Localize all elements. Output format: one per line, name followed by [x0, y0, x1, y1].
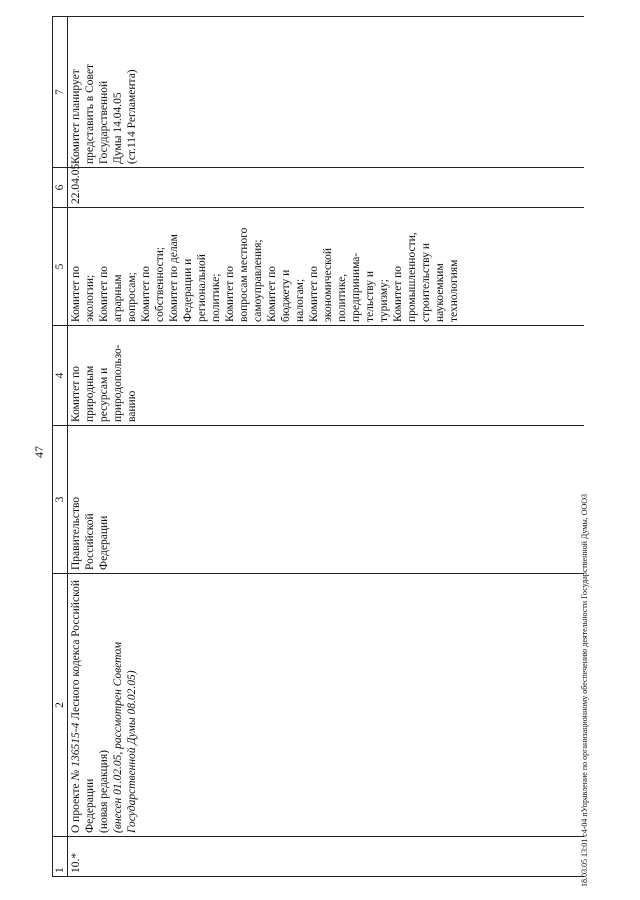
co-committee-line: налогам; — [294, 278, 306, 322]
print-footer: 18.03.05 13:01 с4-04 пУправление по организационному обеспечению деятельности Государственной Думы, ООО3 — [580, 493, 589, 887]
responsible-line: природопользо- — [112, 344, 124, 422]
co-committee-line: тельству и — [364, 270, 376, 322]
co-committee-line: промышленности, — [406, 232, 418, 322]
responsible-committee-cell — [68, 326, 584, 426]
agenda-table — [52, 16, 584, 877]
note-line: (ст.114 Регламента) — [126, 69, 138, 164]
co-committee-line: Комитет по — [70, 266, 82, 322]
co-committee-line: туризму; — [378, 279, 390, 322]
project-title: Лесного кодекса Российской Федерации — [70, 580, 96, 833]
co-committee-line: самоуправления; — [252, 239, 264, 322]
note-line: Государственной — [98, 80, 110, 164]
co-committee-line: политике, — [336, 273, 348, 322]
row-number: 10.* — [68, 837, 584, 877]
project-note: (внесен 01.02.05, рассмотрен Советом Государственной Думы 08.02.05) — [112, 641, 138, 833]
table-row — [68, 17, 584, 877]
co-committee-line: вопросам местного — [238, 227, 250, 322]
note-line: Комитет планирует — [70, 69, 82, 164]
column-header-6: 6 — [53, 168, 68, 208]
co-committee-line: Комитет по делам — [168, 234, 180, 322]
co-committee-line: собственности; — [154, 246, 166, 322]
co-committee-line: аграрным — [112, 274, 124, 322]
responsible-line: ванию — [126, 390, 138, 422]
co-committee-line: региональной — [196, 254, 208, 322]
project-edition: (новая редакция) — [98, 750, 110, 833]
responsible-line: ресурсам и — [98, 367, 110, 422]
responsible-line: Комитет по — [70, 366, 82, 422]
co-committee-line: Комитет по — [140, 266, 152, 322]
page-number: 47 — [32, 446, 46, 458]
co-committee-line: Комитет по — [392, 266, 404, 322]
co-committee-line: технологиям — [448, 259, 460, 322]
note-line: Думы 14.04.05 — [112, 92, 124, 164]
co-committee-line: Комитет по — [98, 266, 110, 322]
initiator-line: Российской — [84, 513, 96, 570]
co-committee-line: строительству и — [420, 243, 432, 322]
date-cell: 22.04.05 — [68, 168, 584, 208]
initiator-cell — [68, 426, 584, 574]
column-number-row — [53, 17, 68, 877]
column-header-7: 7 — [53, 17, 68, 168]
project-number: № 136515-4 — [70, 722, 82, 781]
co-committee-line: Комитет по — [266, 266, 278, 322]
column-header-1: 1 — [53, 837, 68, 877]
column-header-2: 2 — [53, 574, 68, 837]
rotated-page — [22, 17, 602, 887]
responsible-line: природным — [84, 365, 96, 422]
co-committee-line: экономической — [322, 248, 334, 322]
note-line: представить в Совет — [84, 63, 96, 164]
co-committee-line: предпринима- — [350, 252, 362, 322]
co-committee-line: вопросам; — [126, 272, 138, 322]
project-cell — [68, 574, 584, 837]
co-committee-line: Федерации и — [182, 258, 194, 322]
co-committee-line: политике; — [210, 273, 222, 322]
column-header-3: 3 — [53, 426, 68, 574]
initiator-line: Правительство — [70, 496, 82, 570]
co-committees-cell — [68, 208, 584, 326]
column-header-5: 5 — [53, 208, 68, 326]
co-committee-line: наукоемким — [434, 263, 446, 322]
initiator-line: Федерации — [98, 515, 110, 570]
co-committee-line: Комитет по — [224, 266, 236, 322]
project-prefix: О проекте — [70, 780, 82, 833]
column-header-4: 4 — [53, 326, 68, 426]
co-committee-line: бюджету и — [280, 269, 292, 322]
note-cell — [68, 17, 584, 168]
co-committee-line: экологии; — [84, 274, 96, 322]
co-committee-line: Комитет по — [308, 266, 320, 322]
